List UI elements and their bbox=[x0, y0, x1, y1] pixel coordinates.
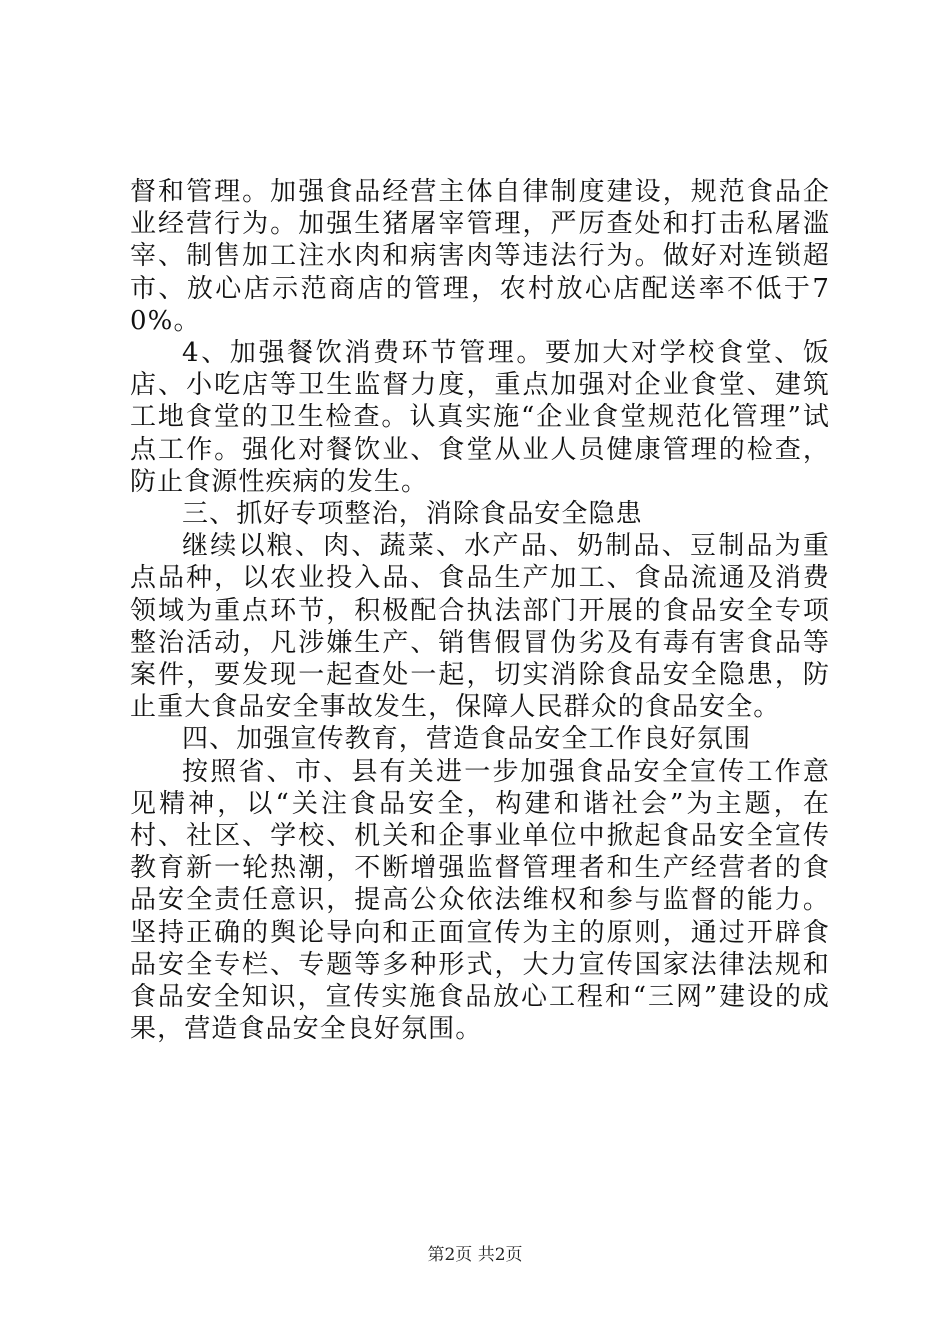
paragraph-publicity-education: 按照省、市、县有关进一步加强食品安全宣传工作意见精神，以“关注食品安全，构建和谐社会”为主题，在村、社区、学校、机关和企事业单位中掀起食品安全宣传教育新一轮热潮，不断增强监督管理者和生产经营者的食品安全责任意识，提高公众依法维权和参与监督的能力。坚持正确的舆论导向和正面宣传为主的原则，通过开辟食品安全专栏、专题等多种形式，大力宣传国家法律法规和食品安全知识，宣传实施食品放心工程和“三网”建设的成果，营造食品安全良好氛围。 bbox=[130, 756, 830, 1045]
paragraph-special-rectification: 继续以粮、肉、蔬菜、水产品、奶制品、豆制品为重点品种，以农业投入品、食品生产加工、食品流通及消费领域为重点环节，积极配合执法部门开展的食品安全专项整治活动，凡涉嫌生产、销售假冒伪劣及有毒有害食品等案件，要发现一起查处一起，切实消除食品安全隐患，防止重大食品安全事故发生，保障人民群众的食品安全。 bbox=[130, 531, 830, 723]
section-heading-special-rectification: 三、抓好专项整治，消除食品安全隐患 bbox=[182, 499, 643, 530]
paragraph-catering-management: 4、加强餐饮消费环节管理。要加大对学校食堂、饭店、小吃店等卫生监督力度，重点加强对企业食堂、建筑工地食堂的卫生检查。认真实施“企业食堂规范化管理”试点工作。强化对餐饮业、食堂从业人员健康管理的检查，防止食源性疾病的发生。 bbox=[130, 338, 830, 497]
paragraph-continuation: 督和管理。加强食品经营主体自律制度建设，规范食品企业经营行为。加强生猪屠宰管理，严厉查处和打击私屠滥宰、制售加工注水肉和病害肉等违法行为。做好对连锁超市、放心店示范商店的管理，农村放心店配送率不低于70%。 bbox=[130, 177, 830, 336]
section-heading-publicity-education: 四、加强宣传教育，营造食品安全工作良好氛围 bbox=[182, 724, 752, 755]
page-number-footer: 第2页 共2页 bbox=[427, 1245, 523, 1265]
document-body bbox=[130, 176, 830, 1045]
